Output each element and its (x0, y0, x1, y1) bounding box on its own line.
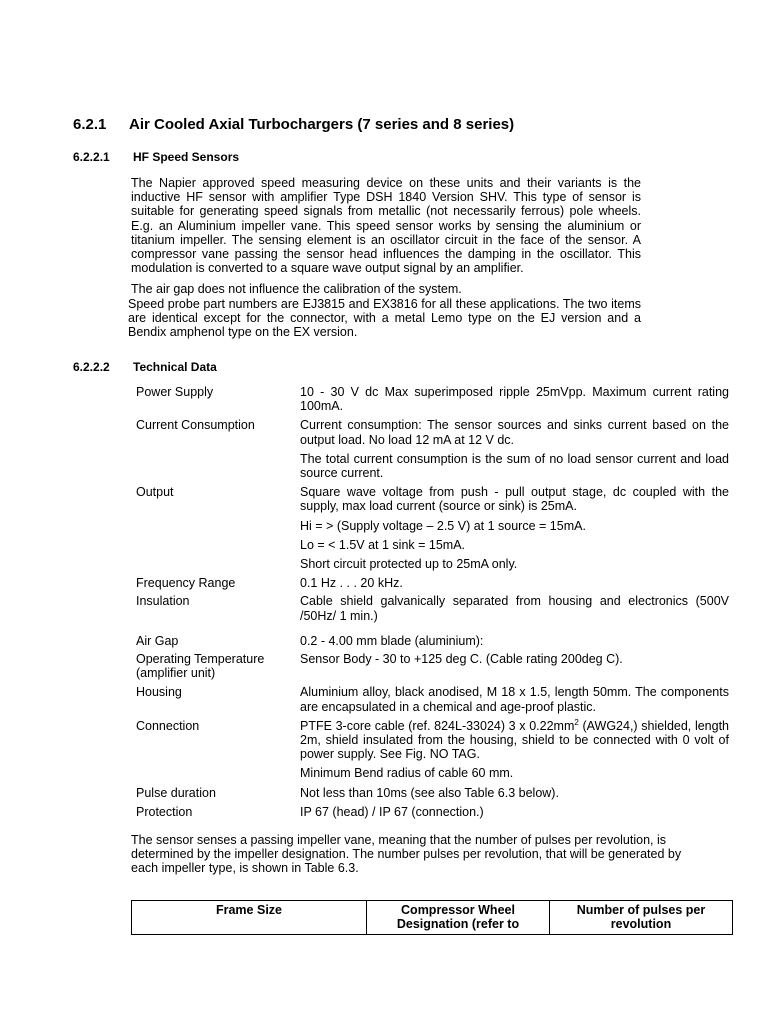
spec-text: IP 67 (head) / IP 67 (connection.) (300, 804, 484, 819)
header-line: revolution (610, 917, 672, 931)
spec-value (300, 685, 729, 713)
header-pulses-per-revolution (550, 901, 732, 934)
spec-value (300, 385, 729, 413)
spec-value (300, 594, 729, 622)
subsection-heading-hf-speed-sensors (73, 150, 239, 164)
spec-text: Aluminium alloy, black anodised, M 18 x 1.5, length 50mm. The components are encapsulated in a chemical and age-proof plastic. (300, 685, 729, 714)
spec-value (300, 805, 729, 819)
spec-label: Current Consumption (136, 418, 255, 433)
spec-label (136, 652, 300, 680)
spec-text: Lo = < 1.5V at 1 sink = 15mA. (300, 537, 466, 552)
spec-label: Connection (136, 718, 200, 733)
header-compressor-wheel (367, 901, 550, 934)
spec-text (300, 719, 729, 762)
spec-label: Pulse duration (136, 785, 216, 800)
section-heading (73, 116, 514, 133)
subsection-number: 6.2.2.1 (73, 150, 110, 164)
closing-paragraph: The sensor senses a passing impeller vane, meaning that the number of pulses per revolution, is determined by the impeller designation. The number pulses per revolution, that will be generated by each impeller type, is shown in Table 6.3. (131, 833, 682, 876)
spec-label-line: Operating Temperature (136, 652, 265, 667)
spec-text: Short circuit protected up to 25mA only. (300, 557, 518, 572)
spec-label: Power Supply (136, 385, 214, 399)
header-line: Compressor Wheel (401, 903, 515, 917)
spec-value (300, 652, 729, 680)
spec-row-connection (136, 719, 729, 781)
spec-label: Protection (136, 804, 193, 819)
spec-value (300, 485, 729, 571)
spec-text: 0.1 Hz . . . 20 kHz. (300, 576, 403, 591)
header-line: Number of pulses per (576, 903, 706, 917)
spec-row-air-gap (136, 634, 729, 648)
spec-row-power-supply (136, 385, 729, 413)
spec-label: Output (136, 485, 174, 500)
spec-row-operating-temperature (136, 652, 729, 680)
spec-text: Minimum Bend radius of cable 60 mm. (300, 766, 514, 781)
spec-value (300, 786, 729, 800)
spec-text: Current consumption: The sensor sources and sinks current based on the output load. No load 12 mA at 12 V dc. (300, 418, 729, 447)
spec-value (300, 719, 729, 781)
air-gap-paragraph: The air gap does not influence the calibration of the system. (131, 282, 462, 296)
spec-label: Frequency Range (136, 576, 236, 591)
subsection-title: Technical Data (133, 360, 217, 374)
spec-text: Square wave voltage from push - pull output stage, dc coupled with the supply, max load current (source or sink) is 25mA. (300, 485, 729, 514)
section-title: Air Cooled Axial Turbochargers (7 series and 8 series) (129, 116, 515, 133)
spec-label: Air Gap (136, 633, 179, 648)
spec-row-output (136, 485, 729, 571)
spec-text: Not less than 10ms (see also Table 6.3 below). (300, 785, 559, 800)
spec-row-pulse-duration (136, 786, 729, 800)
header-line: Designation (refer to (396, 917, 520, 931)
subsection-number: 6.2.2.2 (73, 360, 110, 374)
spec-label: Insulation (136, 594, 190, 609)
spec-value (300, 576, 729, 590)
spec-row-housing (136, 685, 729, 713)
spec-text: Sensor Body - 30 to +125 deg C. (Cable rating 200deg C). (300, 652, 623, 667)
spec-row-insulation (136, 594, 729, 622)
spec-row-protection (136, 805, 729, 819)
spec-text: The total current consumption is the sum of no load sensor current and load source current. (300, 451, 729, 481)
header-frame-size: Frame Size (132, 901, 367, 934)
spec-text: 10 - 30 V dc Max superimposed ripple 25mVpp. Maximum current rating 100mA. (300, 385, 729, 414)
spec-text-part: (AWG24,) shielded, length 2m, shield insulated from the housing, shield to be connected with 0 volt of power supply. See Fig. NO TAG. (300, 718, 730, 762)
spec-value (300, 418, 729, 480)
spec-row-current-consumption (136, 418, 729, 480)
part-numbers-paragraph: Speed probe part numbers are EJ3815 and EX3816 for all these applications. The two items are identical except for the connector, with a metal Lemo type on the EJ version and a Bendix amphenol type on the EX version. (128, 297, 641, 340)
technical-data-table (136, 385, 729, 824)
spec-text: Cable shield galvanically separated from housing and electronics (500V /50Hz/ 1 min.) (300, 594, 729, 623)
subsection-heading-technical-data (73, 360, 217, 374)
spec-text: Hi = > (Supply voltage – 2.5 V) at 1 source = 15mA. (300, 518, 586, 533)
spec-text: 0.2 - 4.00 mm blade (aluminium): (300, 633, 484, 648)
spec-text-part: PTFE 3-core cable (ref. 824L-33024) 3 x 0.22mm (300, 718, 575, 733)
intro-paragraph: The Napier approved speed measuring device on these units and their variants is the inductive HF sensor with amplifier Type DSH 1840 Version SHV. This type of sensor is suitable for generating speed signals from metallic (not necessarily ferrous) pole wheels. E.g. an Aluminium impeller vane. This speed sensor works by sensing the aluminium or titanium impeller. The sensing element is an oscillator circuit in the face of the sensor. A compressor vane passing the sensor head influences the damping in the oscillator. This modulation is converted to a square wave output signal by an amplifier. (131, 176, 641, 276)
superscript: 2 (574, 717, 579, 727)
spec-label: Housing (136, 685, 182, 700)
section-number: 6.2.1 (73, 116, 107, 133)
spec-label-line: (amplifier unit) (136, 666, 216, 681)
spec-value (300, 634, 729, 648)
pulses-table-header (131, 900, 733, 935)
spec-row-frequency-range (136, 576, 729, 590)
subsection-title: HF Speed Sensors (133, 150, 240, 164)
